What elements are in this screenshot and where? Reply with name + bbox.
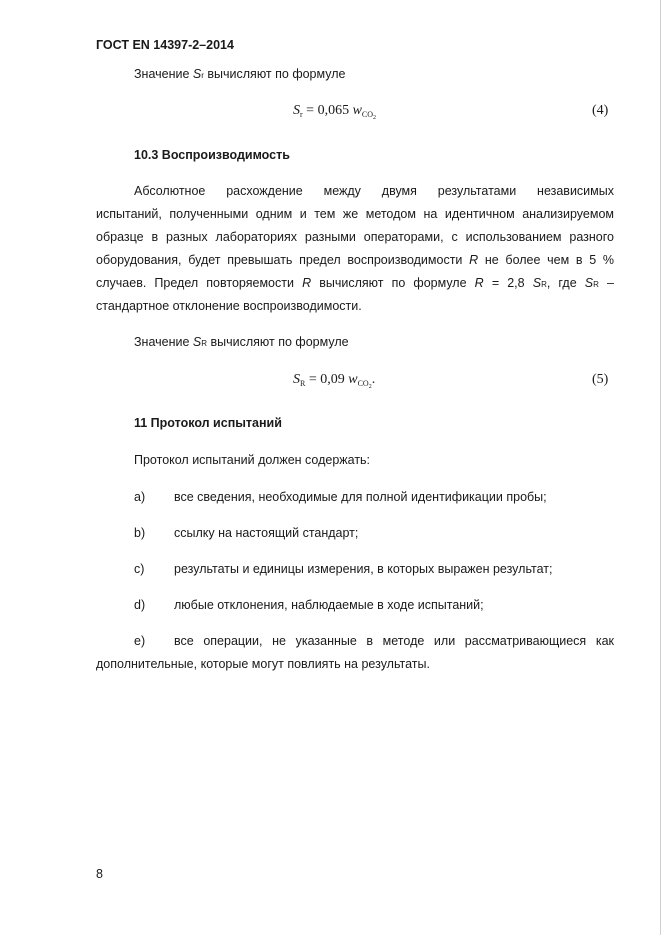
- formula-tail: .: [371, 372, 376, 387]
- formula-variable-subscript-2: 2: [373, 115, 377, 121]
- page-number: 8: [96, 867, 103, 881]
- symbol-subscript: r: [201, 71, 204, 80]
- paragraph-line-6: стандартное отклонение воспроизводимости.: [96, 299, 362, 313]
- symbol-subscript: R: [541, 280, 547, 289]
- formula-variable: w: [348, 372, 358, 387]
- equation-number-5: (5): [592, 372, 609, 387]
- protocol-intro: Протокол испытаний должен содержать:: [134, 453, 371, 467]
- formula-variable: w: [352, 103, 362, 118]
- list-item-text: все сведения, необходимые для полной идентификации пробы;: [174, 490, 547, 504]
- symbol-r: R: [474, 276, 484, 290]
- symbol-s: S: [192, 335, 202, 349]
- section-11-heading: 11 Протокол испытаний: [134, 416, 282, 430]
- symbol-s: S: [584, 276, 594, 290]
- equation-number-4: (4): [592, 103, 609, 118]
- line-5-text-e: –: [598, 276, 614, 290]
- symbol-subscript: R: [201, 339, 208, 348]
- formula-4-intro-suffix: вычисляют по формуле: [203, 67, 346, 81]
- formula-variable-subscript: CO: [361, 110, 374, 119]
- formula-rhs: = 0,065: [302, 103, 353, 118]
- formula-lhs: S: [293, 372, 300, 387]
- paragraph-line-2: испытаний, полученными одним и тем же методом на идентичном анализируемом: [96, 207, 614, 221]
- line-4-text-a: оборудования, будет превышать предел воспроизводимости: [96, 253, 470, 267]
- symbol-r: R: [302, 276, 312, 290]
- symbol-subscript: R: [593, 280, 599, 289]
- list-item-text: все операции, не указанные в методе или рассматривающиеся как: [174, 634, 614, 648]
- formula-5-intro: [134, 335, 349, 349]
- line-5-text-a: случаев. Предел повторяемости: [96, 276, 303, 290]
- symbol-r: R: [469, 253, 479, 267]
- formula-lhs-subscript: r: [300, 110, 303, 119]
- formula-5-intro-prefix: Значение: [134, 335, 193, 349]
- formula-rhs: = 0,09: [305, 372, 349, 387]
- formula-5: [293, 372, 375, 390]
- formula-4-intro: [134, 67, 345, 81]
- document-header: ГОСТ EN 14397-2–2014: [96, 38, 234, 52]
- formula-4: [293, 103, 376, 121]
- symbol-s: S: [192, 67, 202, 81]
- paragraph-line-5: [96, 272, 614, 296]
- formula-variable-subscript-2: 2: [368, 384, 372, 390]
- formula-4-intro-prefix: Значение: [134, 67, 193, 81]
- line-5-text-c: = 2,8: [483, 276, 533, 290]
- list-item-letter: c): [134, 562, 145, 576]
- paragraph-line-4: [96, 249, 614, 272]
- symbol-s: S: [532, 276, 542, 290]
- paragraph-line-3: образце в разных лабораториях разными операторами, с использованием разного: [96, 230, 614, 244]
- list-item-text: результаты и единицы измерения, в которых выражен результат;: [174, 562, 553, 576]
- paragraph-line-1: Абсолютное расхождение между двумя результатами независимых: [134, 184, 614, 198]
- line-4-text-b: не более чем в 5 %: [478, 253, 615, 267]
- formula-lhs-subscript: R: [300, 379, 306, 388]
- list-item-letter: e): [134, 634, 146, 648]
- section-10-3-heading: 10.3 Воспроизводимость: [134, 148, 290, 162]
- list-item-letter: b): [134, 526, 146, 540]
- list-item-text: ссылку на настоящий стандарт;: [174, 526, 359, 540]
- formula-lhs: S: [293, 103, 300, 118]
- list-item-text-continued: дополнительные, которые могут повлиять на результаты.: [96, 657, 430, 671]
- list-item-text: любые отклонения, наблюдаемые в ходе испытаний;: [174, 598, 484, 612]
- formula-variable-subscript: CO: [357, 379, 369, 388]
- list-item-letter: a): [134, 490, 146, 504]
- formula-5-intro-suffix: вычисляют по формуле: [207, 335, 349, 349]
- line-5-text-d: , где: [546, 276, 585, 290]
- list-item-letter: d): [134, 598, 146, 612]
- line-5-text-b: вычисляют по формуле: [311, 276, 475, 290]
